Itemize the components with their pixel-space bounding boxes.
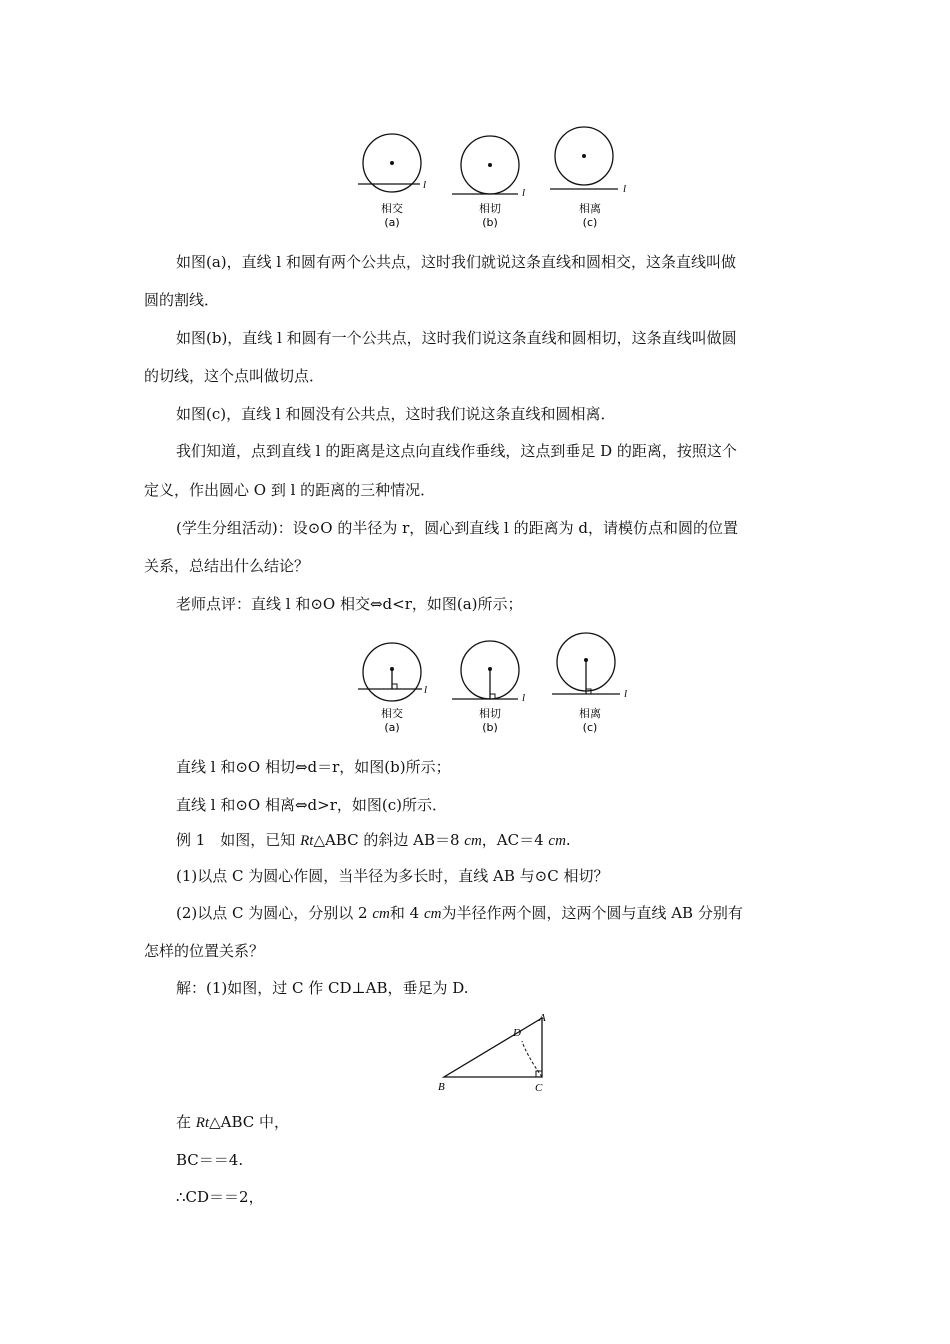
panel-tag-a: (a) — [384, 216, 400, 229]
question-2-end: 为半径作两个圆，这两个圆与直线 AB 分别有 — [441, 904, 743, 922]
paragraph-distance-1: 我们知道，点到直线 l 的距离是这点向直线作垂线，这点到垂足 D 的距离，按照这个 — [176, 442, 737, 460]
question-2-unit-1: cm — [372, 906, 390, 922]
line2-label-c: l — [624, 688, 628, 700]
question-2-line-1 — [176, 903, 743, 924]
panel-name-c: 相离 — [579, 202, 601, 215]
line-label-c: l — [623, 183, 627, 195]
panel-intersect — [358, 134, 426, 229]
center-dot-b — [488, 163, 492, 167]
vertex-label-c: C — [535, 1082, 543, 1094]
vertex-label-d: D — [513, 1027, 521, 1039]
paragraph-comment: 老师点评：直线 l 和⊙O 相交⇔d<r，如图(a)所示； — [176, 595, 523, 613]
paragraph-tangent-1: 如图(b)，直线 l 和圆有一个公共点，这时我们说这条直线和圆相切，这条直线叫做圆 — [176, 329, 737, 347]
panel-name-a: 相交 — [381, 202, 403, 215]
paragraph-tangent-rule: 直线 l 和⊙O 相切⇔d＝r，如图(b)所示； — [176, 758, 451, 776]
panel-name-b: 相切 — [479, 202, 501, 215]
solution-step-1-prefix: 在 — [176, 1113, 196, 1131]
solution-step-1-end: △ABC 中， — [209, 1113, 290, 1131]
solution-step-2: BC＝＝4. — [176, 1151, 244, 1169]
question-2-prefix: (2)以点 C 为圆心，分别以 2 — [176, 904, 373, 922]
panel2-tag-b: (b) — [482, 721, 498, 734]
example-1-statement — [176, 830, 571, 851]
panel2-tag-a: (a) — [384, 721, 400, 734]
example-1-unit-1: cm — [464, 833, 482, 849]
panel2-tag-c: (c) — [582, 721, 598, 734]
question-2-unit-2: cm — [423, 906, 442, 922]
example-1-end: . — [565, 831, 571, 849]
panel2-tangent — [452, 641, 525, 734]
panel2-intersect — [358, 643, 427, 734]
solution-intro: 解：(1)如图，过 C 作 CD⊥AB，垂足为 D. — [176, 979, 469, 997]
example-1-prefix: 例 1 如图，已知 — [176, 831, 301, 849]
example-1-rt: Rt — [300, 833, 314, 849]
example-1-middle-2: ，AC＝4 — [481, 831, 549, 849]
line2-label-a: l — [424, 684, 428, 696]
panel-separate — [550, 127, 626, 229]
question-2-line-2: 怎样的位置关系？ — [144, 942, 265, 960]
line2-label-b: l — [522, 692, 526, 704]
figure-right-triangle — [430, 1008, 560, 1098]
paragraph-separate: 如图(c)，直线 l 和圆没有公共点，这时我们说这条直线和圆相离． — [176, 405, 616, 423]
panel2-separate — [552, 633, 627, 734]
center-dot-c — [582, 154, 586, 158]
vertex-label-b: B — [438, 1081, 445, 1093]
paragraph-distance-2: 定义，作出圆心 O 到 l 的距离的三种情况． — [144, 481, 436, 499]
triangle-abc — [444, 1018, 542, 1077]
paragraph-activity-2: 关系，总结出什么结论？ — [144, 557, 310, 575]
panel2-name-c: 相离 — [579, 707, 601, 720]
question-1: (1)以点 C 为圆心作圆，当半径为多长时，直线 AB 与⊙C 相切？ — [176, 867, 609, 885]
solution-step-1 — [176, 1112, 289, 1133]
panel-tag-c: (c) — [582, 216, 598, 229]
line-label-b: l — [522, 187, 526, 199]
arc-cd — [522, 1041, 542, 1077]
panel2-name-a: 相交 — [381, 707, 403, 720]
line-label-a: l — [423, 179, 427, 191]
panel-tangent — [452, 136, 525, 229]
panel-tag-b: (b) — [482, 216, 498, 229]
paragraph-tangent-2: 的切线，这个点叫做切点． — [144, 367, 325, 385]
question-2-middle: 和 4 — [389, 904, 424, 922]
solution-step-3: ∴CD＝＝2， — [176, 1188, 264, 1206]
panel2-name-b: 相切 — [479, 707, 501, 720]
example-1-unit-2: cm — [548, 833, 566, 849]
example-1-middle: △ABC 的斜边 AB＝8 — [313, 831, 465, 849]
figure-distance-comparison — [350, 625, 640, 740]
right-angle-mark-a — [392, 684, 397, 689]
paragraph-separate-rule: 直线 l 和⊙O 相离⇔d>r，如图(c)所示． — [176, 796, 447, 814]
paragraph-intersect-2: 圆的割线． — [144, 291, 220, 309]
paragraph-intersect-1: 如图(a)，直线 l 和圆有两个公共点，这时我们就说这条直线和圆相交，这条直线叫做 — [176, 253, 736, 271]
solution-step-1-rt: Rt — [195, 1115, 210, 1131]
paragraph-activity-1: (学生分组活动)：设⊙O 的半径为 r，圆心到直线 l 的距离为 d，请模仿点和圆的位置 — [176, 519, 738, 537]
center-dot-a — [390, 161, 394, 165]
figure-line-circle-positions — [350, 120, 640, 235]
vertex-label-a: A — [539, 1012, 546, 1024]
